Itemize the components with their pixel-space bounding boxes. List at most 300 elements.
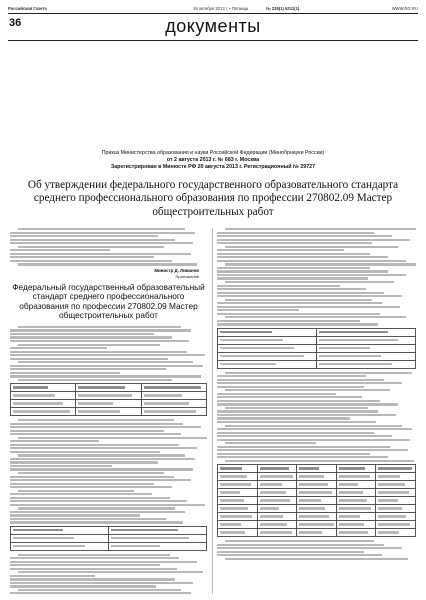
body-text-line xyxy=(18,326,182,328)
body-text-line xyxy=(10,564,160,566)
body-text-line xyxy=(10,500,187,502)
table-cell xyxy=(218,481,258,489)
table-cell xyxy=(11,526,109,534)
body-text-line xyxy=(10,426,201,428)
data-table xyxy=(10,383,207,416)
body-text-line xyxy=(10,433,181,435)
body-text-line xyxy=(18,344,160,346)
body-text-line xyxy=(10,561,197,563)
body-text-line xyxy=(217,239,410,241)
body-text-line xyxy=(10,232,195,234)
table-cell xyxy=(218,328,317,336)
body-text-line xyxy=(225,558,408,560)
table-row xyxy=(218,328,416,336)
table-cell xyxy=(336,505,376,513)
table-cell xyxy=(297,473,337,481)
body-text-line xyxy=(18,507,176,509)
table-cell xyxy=(336,513,376,521)
table-cell xyxy=(376,497,416,505)
body-text-line xyxy=(10,336,172,338)
table-row xyxy=(218,352,416,360)
body-text-line xyxy=(217,449,408,451)
cell-text-line xyxy=(378,507,402,509)
body-text-line xyxy=(225,389,390,391)
body-text-line xyxy=(217,375,366,377)
body-text-line xyxy=(10,497,170,499)
body-text-line xyxy=(217,435,392,437)
cell-text-line xyxy=(299,523,333,525)
table-cell xyxy=(376,513,416,521)
body-text-line xyxy=(18,454,185,456)
body-text-line xyxy=(10,354,205,356)
body-text-line xyxy=(217,453,370,455)
order-registration: Зарегистрирован в Минюсте РФ 20 августа 2013 г. Регистрационный № 29727 xyxy=(110,163,316,170)
table-cell xyxy=(336,489,376,497)
body-text-line xyxy=(225,246,398,248)
table-cell xyxy=(11,534,109,542)
body-text-line xyxy=(225,407,368,409)
cell-text-line xyxy=(299,531,322,533)
table-cell xyxy=(376,505,416,513)
body-text-line xyxy=(18,361,193,363)
body-text-line xyxy=(10,479,191,481)
cell-text-line xyxy=(220,331,272,333)
body-text-line xyxy=(10,444,179,446)
body-text-line xyxy=(10,518,166,520)
body-text-line xyxy=(217,295,402,297)
table-row xyxy=(11,400,207,408)
body-text-line xyxy=(10,260,172,262)
body-text-line xyxy=(18,437,207,439)
table-cell xyxy=(257,465,297,473)
cell-text-line xyxy=(78,394,131,396)
cell-text-line xyxy=(220,523,241,525)
cell-text-line xyxy=(220,491,240,493)
cell-text-line xyxy=(378,467,411,469)
body-text-line xyxy=(217,302,382,304)
cell-text-line xyxy=(378,499,397,501)
table-cell xyxy=(11,384,76,392)
cell-text-line xyxy=(339,483,359,485)
body-text-line xyxy=(10,514,140,516)
cell-text-line xyxy=(378,483,404,485)
body-text-line xyxy=(10,347,107,349)
cell-text-line xyxy=(299,515,329,517)
body-text-line xyxy=(217,242,372,244)
table-row xyxy=(218,505,416,513)
cell-text-line xyxy=(319,331,388,333)
standard-title: Федеральный государственный образовательный стандарт среднего профессионального образования по профессии 270802.09 Мастер общестроительных работ xyxy=(12,281,205,321)
body-text-line xyxy=(217,382,402,384)
table-cell xyxy=(257,489,297,497)
body-text-line xyxy=(217,309,299,311)
body-text-line xyxy=(225,460,414,462)
body-text-line xyxy=(10,351,187,353)
cell-text-line xyxy=(339,523,364,525)
table-row xyxy=(218,360,416,368)
section-rule xyxy=(8,40,418,41)
cell-text-line xyxy=(378,523,410,525)
body-text-line xyxy=(217,249,344,251)
cell-text-line xyxy=(220,467,242,469)
appendix-label: Приложение xyxy=(175,273,199,279)
cell-text-line xyxy=(319,347,370,349)
table-cell xyxy=(317,344,416,352)
table-cell xyxy=(218,336,317,344)
cell-text-line xyxy=(13,410,70,412)
table-cell xyxy=(336,529,376,537)
table-cell xyxy=(257,529,297,537)
table-cell xyxy=(297,513,337,521)
table-cell xyxy=(218,529,258,537)
table-row xyxy=(218,336,416,344)
body-text-line xyxy=(217,256,388,258)
body-text-line xyxy=(10,239,175,241)
cell-text-line xyxy=(319,363,392,365)
left-column xyxy=(10,228,207,594)
table-cell xyxy=(336,473,376,481)
cell-text-line xyxy=(260,491,286,493)
cell-text-line xyxy=(220,363,276,365)
cell-text-line xyxy=(13,537,74,539)
table-cell xyxy=(11,408,76,416)
top-rule xyxy=(8,13,418,14)
body-text-line xyxy=(217,400,380,402)
body-text-line xyxy=(217,403,398,405)
table-cell xyxy=(317,336,416,344)
table-cell xyxy=(317,360,416,368)
newspaper-name: Российская Газета xyxy=(8,6,47,11)
cell-text-line xyxy=(260,483,282,485)
cell-text-line xyxy=(111,545,160,547)
table-cell xyxy=(141,384,206,392)
body-text-line xyxy=(18,228,185,230)
table-cell xyxy=(218,473,258,481)
cell-text-line xyxy=(378,515,406,517)
table-cell xyxy=(317,352,416,360)
table-cell xyxy=(141,408,206,416)
page-number: 36 xyxy=(9,17,22,29)
table-cell xyxy=(297,481,337,489)
body-text-line xyxy=(217,456,388,458)
cell-text-line xyxy=(260,499,290,501)
cell-text-line xyxy=(299,467,319,469)
body-text-line xyxy=(225,299,372,301)
cell-text-line xyxy=(220,483,251,485)
cell-text-line xyxy=(339,531,369,533)
table-cell xyxy=(376,465,416,473)
body-text-line xyxy=(217,446,390,448)
cell-text-line xyxy=(144,402,190,404)
cell-text-line xyxy=(378,531,399,533)
table-cell xyxy=(376,481,416,489)
cell-text-line xyxy=(220,475,247,477)
table-cell xyxy=(336,481,376,489)
table-cell xyxy=(109,542,207,550)
order-date: от 2 августа 2013 г. № 683 г. Москва xyxy=(166,156,260,163)
body-text-line xyxy=(18,263,197,265)
body-text-line xyxy=(225,442,317,444)
table-cell xyxy=(376,489,416,497)
body-text-line xyxy=(10,592,191,594)
body-text-line xyxy=(18,554,170,556)
cell-text-line xyxy=(220,499,244,501)
body-text-line xyxy=(217,547,402,549)
body-text-line xyxy=(10,585,156,587)
cell-text-line xyxy=(144,410,197,412)
body-text-line xyxy=(10,483,154,485)
cell-text-line xyxy=(378,491,409,493)
cell-text-line xyxy=(78,402,113,404)
cell-text-line xyxy=(299,475,323,477)
table-cell xyxy=(109,534,207,542)
body-text-line xyxy=(217,288,366,290)
body-text-line xyxy=(217,270,388,272)
cell-text-line xyxy=(144,394,183,396)
table-cell xyxy=(297,489,337,497)
table-cell xyxy=(11,400,76,408)
body-text-line xyxy=(10,557,179,559)
body-text-line xyxy=(217,253,370,255)
cell-text-line xyxy=(319,339,398,341)
cell-text-line xyxy=(13,386,48,388)
table-cell xyxy=(297,465,337,473)
table-row xyxy=(11,534,207,542)
body-text-line xyxy=(217,235,392,237)
data-table xyxy=(10,526,207,551)
cell-text-line xyxy=(13,529,63,531)
body-text-line xyxy=(225,425,402,427)
table-cell xyxy=(76,408,141,416)
issue-date: 18 октября 2013 г. • Пятница xyxy=(193,6,249,11)
body-text-line xyxy=(18,472,164,474)
body-text-line xyxy=(10,451,160,453)
body-text-line xyxy=(10,511,185,513)
body-text-line xyxy=(10,365,203,367)
body-text-line xyxy=(18,490,134,492)
body-text-line xyxy=(10,368,166,370)
table-cell xyxy=(297,529,337,537)
body-text-line xyxy=(217,428,412,430)
body-text-line xyxy=(10,440,99,442)
table-row xyxy=(11,392,207,400)
body-text-line xyxy=(217,232,374,234)
table-cell xyxy=(218,344,317,352)
table-row xyxy=(218,521,416,529)
body-text-line xyxy=(217,320,360,322)
body-text-line xyxy=(10,253,191,255)
cell-text-line xyxy=(299,507,325,509)
body-text-line xyxy=(225,540,374,542)
body-text-line xyxy=(10,568,177,570)
right-column xyxy=(217,228,416,594)
body-text-line xyxy=(217,306,400,308)
table-row xyxy=(218,344,416,352)
table-cell xyxy=(218,497,258,505)
body-text-line xyxy=(10,375,201,377)
body-text-line xyxy=(10,430,164,432)
body-text-line xyxy=(225,281,394,283)
cell-text-line xyxy=(220,355,304,357)
table-row xyxy=(218,529,416,537)
cell-text-line xyxy=(144,386,201,388)
minister-signature: Министр Д. Ливанов xyxy=(154,267,199,273)
table-cell xyxy=(11,392,76,400)
table-cell xyxy=(218,505,258,513)
body-text-line xyxy=(10,521,183,523)
body-text-line xyxy=(18,246,164,248)
table-cell xyxy=(257,521,297,529)
table-cell xyxy=(297,505,337,513)
body-text-line xyxy=(217,323,378,325)
body-text-line xyxy=(10,249,110,251)
cell-text-line xyxy=(339,467,366,469)
body-text-line xyxy=(217,274,406,276)
cell-text-line xyxy=(111,529,178,531)
body-text-line xyxy=(217,410,378,412)
table-cell xyxy=(218,513,258,521)
body-text-line xyxy=(18,379,172,381)
body-text-line xyxy=(10,582,193,584)
body-text-line xyxy=(10,504,205,506)
table-cell xyxy=(257,473,297,481)
body-text-line xyxy=(18,419,174,421)
body-text-line xyxy=(217,551,364,553)
body-text-line xyxy=(217,421,376,423)
cell-text-line xyxy=(260,531,292,533)
body-text-line xyxy=(10,493,152,495)
cell-text-line xyxy=(299,491,332,493)
table-row xyxy=(218,489,416,497)
cell-text-line xyxy=(220,507,248,509)
cell-text-line xyxy=(220,339,283,341)
table-row xyxy=(11,408,207,416)
table-cell xyxy=(141,392,206,400)
body-text-line xyxy=(18,589,182,591)
data-table xyxy=(217,328,416,369)
cell-text-line xyxy=(339,475,370,477)
body-text-line xyxy=(10,447,197,449)
body-text-line xyxy=(10,465,112,467)
table-cell xyxy=(336,521,376,529)
cell-text-line xyxy=(299,499,321,501)
document-title: Об утверждении федерального государственного образовательного стандарта среднего профессионального образования по профессии 270802.09 Мастер общестроительных работ xyxy=(27,179,399,218)
body-text-line xyxy=(10,372,120,374)
table-row xyxy=(11,384,207,392)
body-text-line xyxy=(217,414,396,416)
cell-text-line xyxy=(260,515,284,517)
cell-text-line xyxy=(319,355,381,357)
table-cell xyxy=(218,352,317,360)
body-text-line xyxy=(10,242,193,244)
cell-text-line xyxy=(13,394,55,396)
cell-text-line xyxy=(378,475,400,477)
cell-text-line xyxy=(339,507,371,509)
body-text-line xyxy=(217,260,406,262)
body-text-line xyxy=(217,386,364,388)
table-cell xyxy=(317,328,416,336)
cell-text-line xyxy=(260,475,293,477)
body-text-line xyxy=(10,575,95,577)
cell-text-line xyxy=(220,515,252,517)
body-text-line xyxy=(10,476,174,478)
site-url[interactable]: WWW.RG.RU xyxy=(391,6,418,11)
body-text-line xyxy=(10,486,172,488)
table-cell xyxy=(218,489,258,497)
table-cell xyxy=(376,529,416,537)
table-cell xyxy=(257,481,297,489)
issue-number: № 235(1) 6211(1) xyxy=(266,6,300,11)
body-text-line xyxy=(225,263,416,265)
column-divider xyxy=(212,228,213,594)
cell-text-line xyxy=(78,386,124,388)
body-text-line xyxy=(18,571,203,573)
body-text-line xyxy=(10,461,158,463)
body-text-line xyxy=(217,554,382,556)
table-cell xyxy=(336,497,376,505)
table-row xyxy=(11,542,207,550)
body-text-line xyxy=(225,372,412,374)
body-text-line xyxy=(10,358,168,360)
table-cell xyxy=(376,521,416,529)
body-text-line xyxy=(217,432,374,434)
table-row xyxy=(11,526,207,534)
table-cell xyxy=(257,497,297,505)
body-text-line xyxy=(217,544,384,546)
body-text-line xyxy=(10,235,158,237)
body-text-line xyxy=(217,277,368,279)
body-text-line xyxy=(217,285,340,287)
cell-text-line xyxy=(13,402,63,404)
body-text-line xyxy=(10,458,195,460)
table-cell xyxy=(336,465,376,473)
cell-text-line xyxy=(220,347,294,349)
table-cell xyxy=(297,497,337,505)
table-row xyxy=(218,465,416,473)
order-issuer: Приказ Министерства образования и науки Российской Федерации (Минобрнауки России) xyxy=(101,150,325,156)
table-row xyxy=(218,473,416,481)
table-row xyxy=(218,513,416,521)
cell-text-line xyxy=(339,499,367,501)
body-text-line xyxy=(217,313,380,315)
body-text-line xyxy=(217,439,410,441)
cell-text-line xyxy=(339,491,363,493)
body-text-line xyxy=(217,379,384,381)
cell-text-line xyxy=(78,410,120,412)
cell-text-line xyxy=(260,507,279,509)
body-text-line xyxy=(10,333,154,335)
cell-text-line xyxy=(13,545,85,547)
table-cell xyxy=(11,542,109,550)
data-table xyxy=(217,464,416,537)
body-text-line xyxy=(10,423,183,425)
cell-text-line xyxy=(111,537,189,539)
cell-text-line xyxy=(260,523,288,525)
body-text-line xyxy=(225,228,416,230)
table-cell xyxy=(257,505,297,513)
cell-text-line xyxy=(260,467,289,469)
cell-text-line xyxy=(299,483,328,485)
table-row xyxy=(218,497,416,505)
cell-text-line xyxy=(220,531,245,533)
body-text-line xyxy=(217,267,370,269)
body-text-line xyxy=(10,468,193,470)
body-text-line xyxy=(217,396,362,398)
table-cell xyxy=(376,473,416,481)
table-cell xyxy=(218,360,317,368)
body-text-line xyxy=(10,578,175,580)
body-text-line xyxy=(217,393,336,395)
